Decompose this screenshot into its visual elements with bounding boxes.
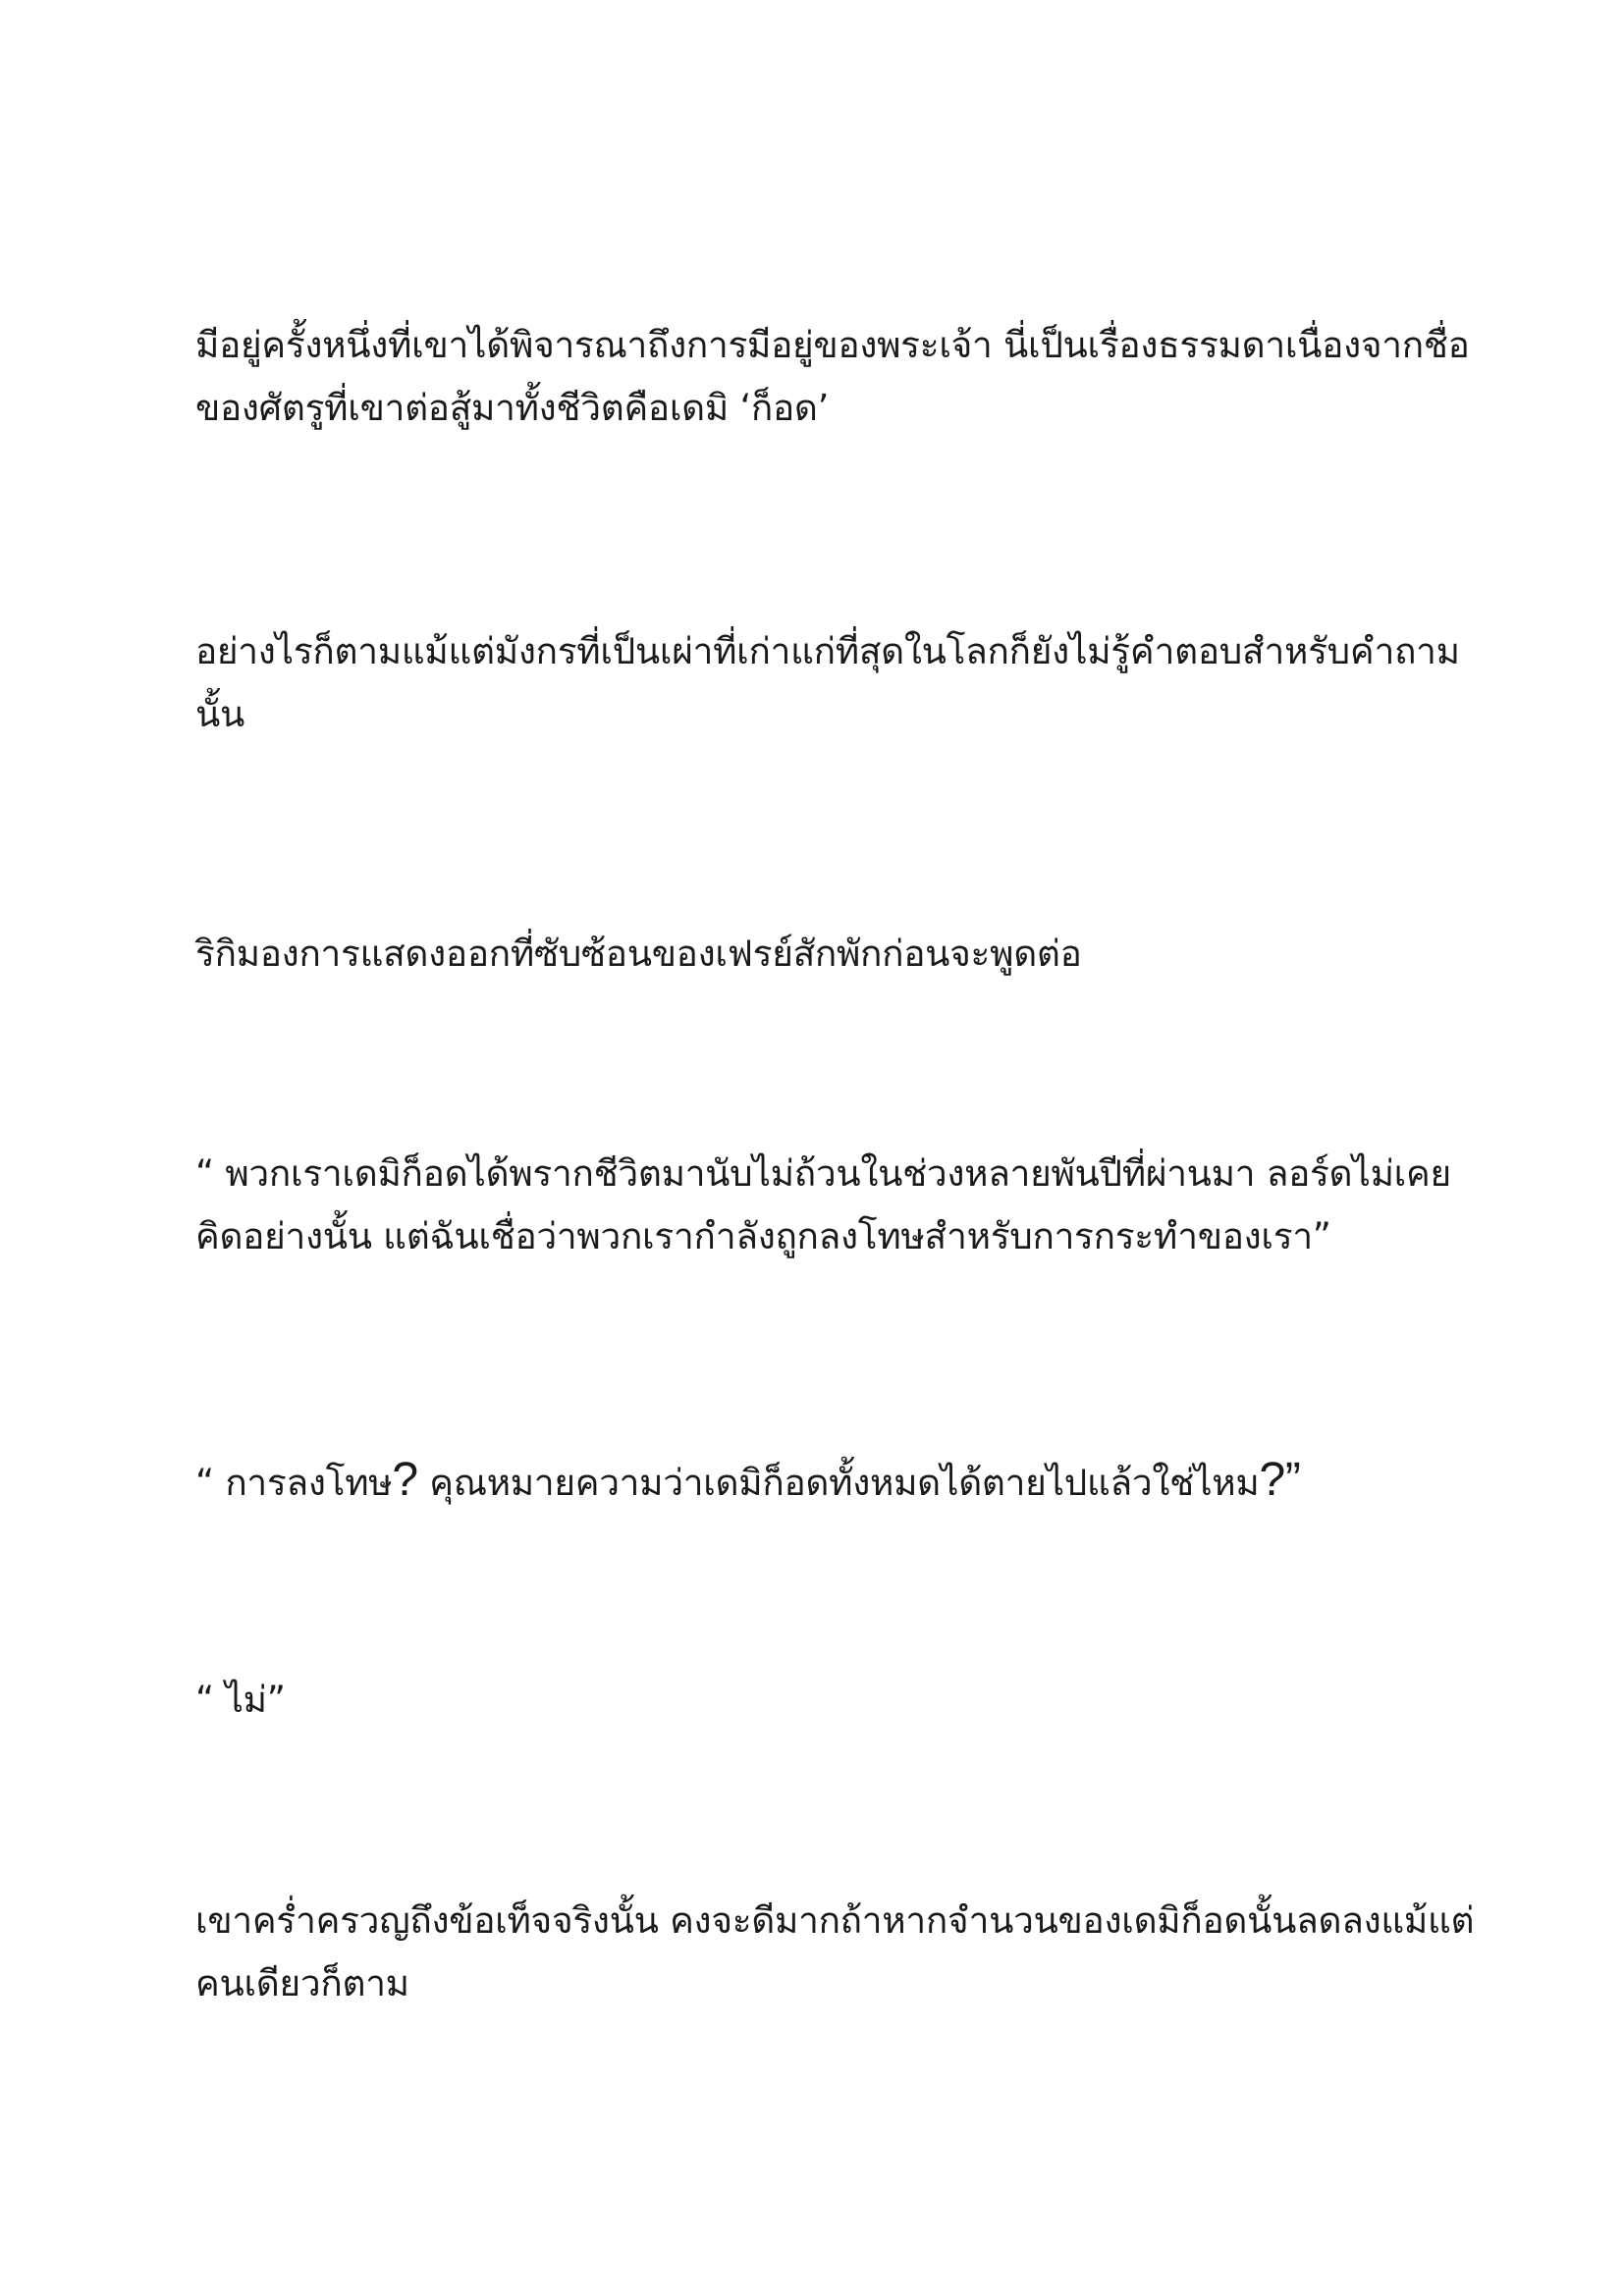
paragraph-line: อย่างไรก็ตามแม้แต่มังกรที่เป็นเผ่าที่เก่าแก่ที่สุดในโลกก็ยังไม่รู้คำตอบสำหรับคำถาม <box>195 630 1460 672</box>
paragraph-line: ริกิมองการแสดงออกที่ซับซ้อนของเฟรย์สักพักก่อนจะพูดต่อ <box>195 933 1082 975</box>
paragraph-3 <box>195 923 1442 986</box>
paragraph-line <box>195 1449 1442 1515</box>
paragraph-line: มีอยู่ครั้งหนึ่งที่เขาได้พิจารณาถึงการมีอยู่ของพระเจ้า นี่เป็นเรื่องธรรมดาเนื่องจากชื่อ <box>195 324 1470 366</box>
paragraph-7 <box>195 1890 1475 2015</box>
paragraph-line: เขาคร่ำครวญถึงข้อเท็จจริงนั้น คงจะดีมากถ้าหากจำนวนของเดมิก็อดนั้นลดลงแม้แต่ <box>195 1899 1475 1942</box>
paragraph-4 <box>195 1143 1451 1268</box>
paragraph-line: “ ไม่” <box>195 1679 286 1721</box>
paragraph-6 <box>195 1669 1442 1732</box>
paragraph-1 <box>195 314 1470 440</box>
question-mark: ?” <box>1259 1454 1301 1506</box>
paragraph-line: คิดอย่างนั้น แต่ฉันเชื่อว่าพวกเรากำลังถูกลงโทษสำหรับการกระทำของเรา” <box>195 1215 1331 1257</box>
paragraph-2 <box>195 620 1460 746</box>
paragraph-5 <box>195 1449 1442 1515</box>
text-segment: คุณหมายความว่าเดมิก็อดทั้งหมดได้ตายไปแล้วใช่ไหม <box>417 1462 1260 1504</box>
question-mark: ? <box>392 1454 418 1506</box>
paragraph-line: คนเดียวก็ตาม <box>195 1962 409 2004</box>
paragraph-line: “ พวกเราเดมิก็อดได้พรากชีวิตมานับไม่ถ้วนในช่วงหลายพันปีที่ผ่านมา ลอร์ดไม่เคย <box>195 1152 1451 1195</box>
paragraph-line: ของศัตรูที่เขาต่อสู้มาทั้งชีวิตคือเดมิ ‘ก็อด’ <box>195 387 830 429</box>
text-segment: “ การลงโทษ <box>195 1462 393 1504</box>
paragraph-line: นั้น <box>195 693 244 735</box>
